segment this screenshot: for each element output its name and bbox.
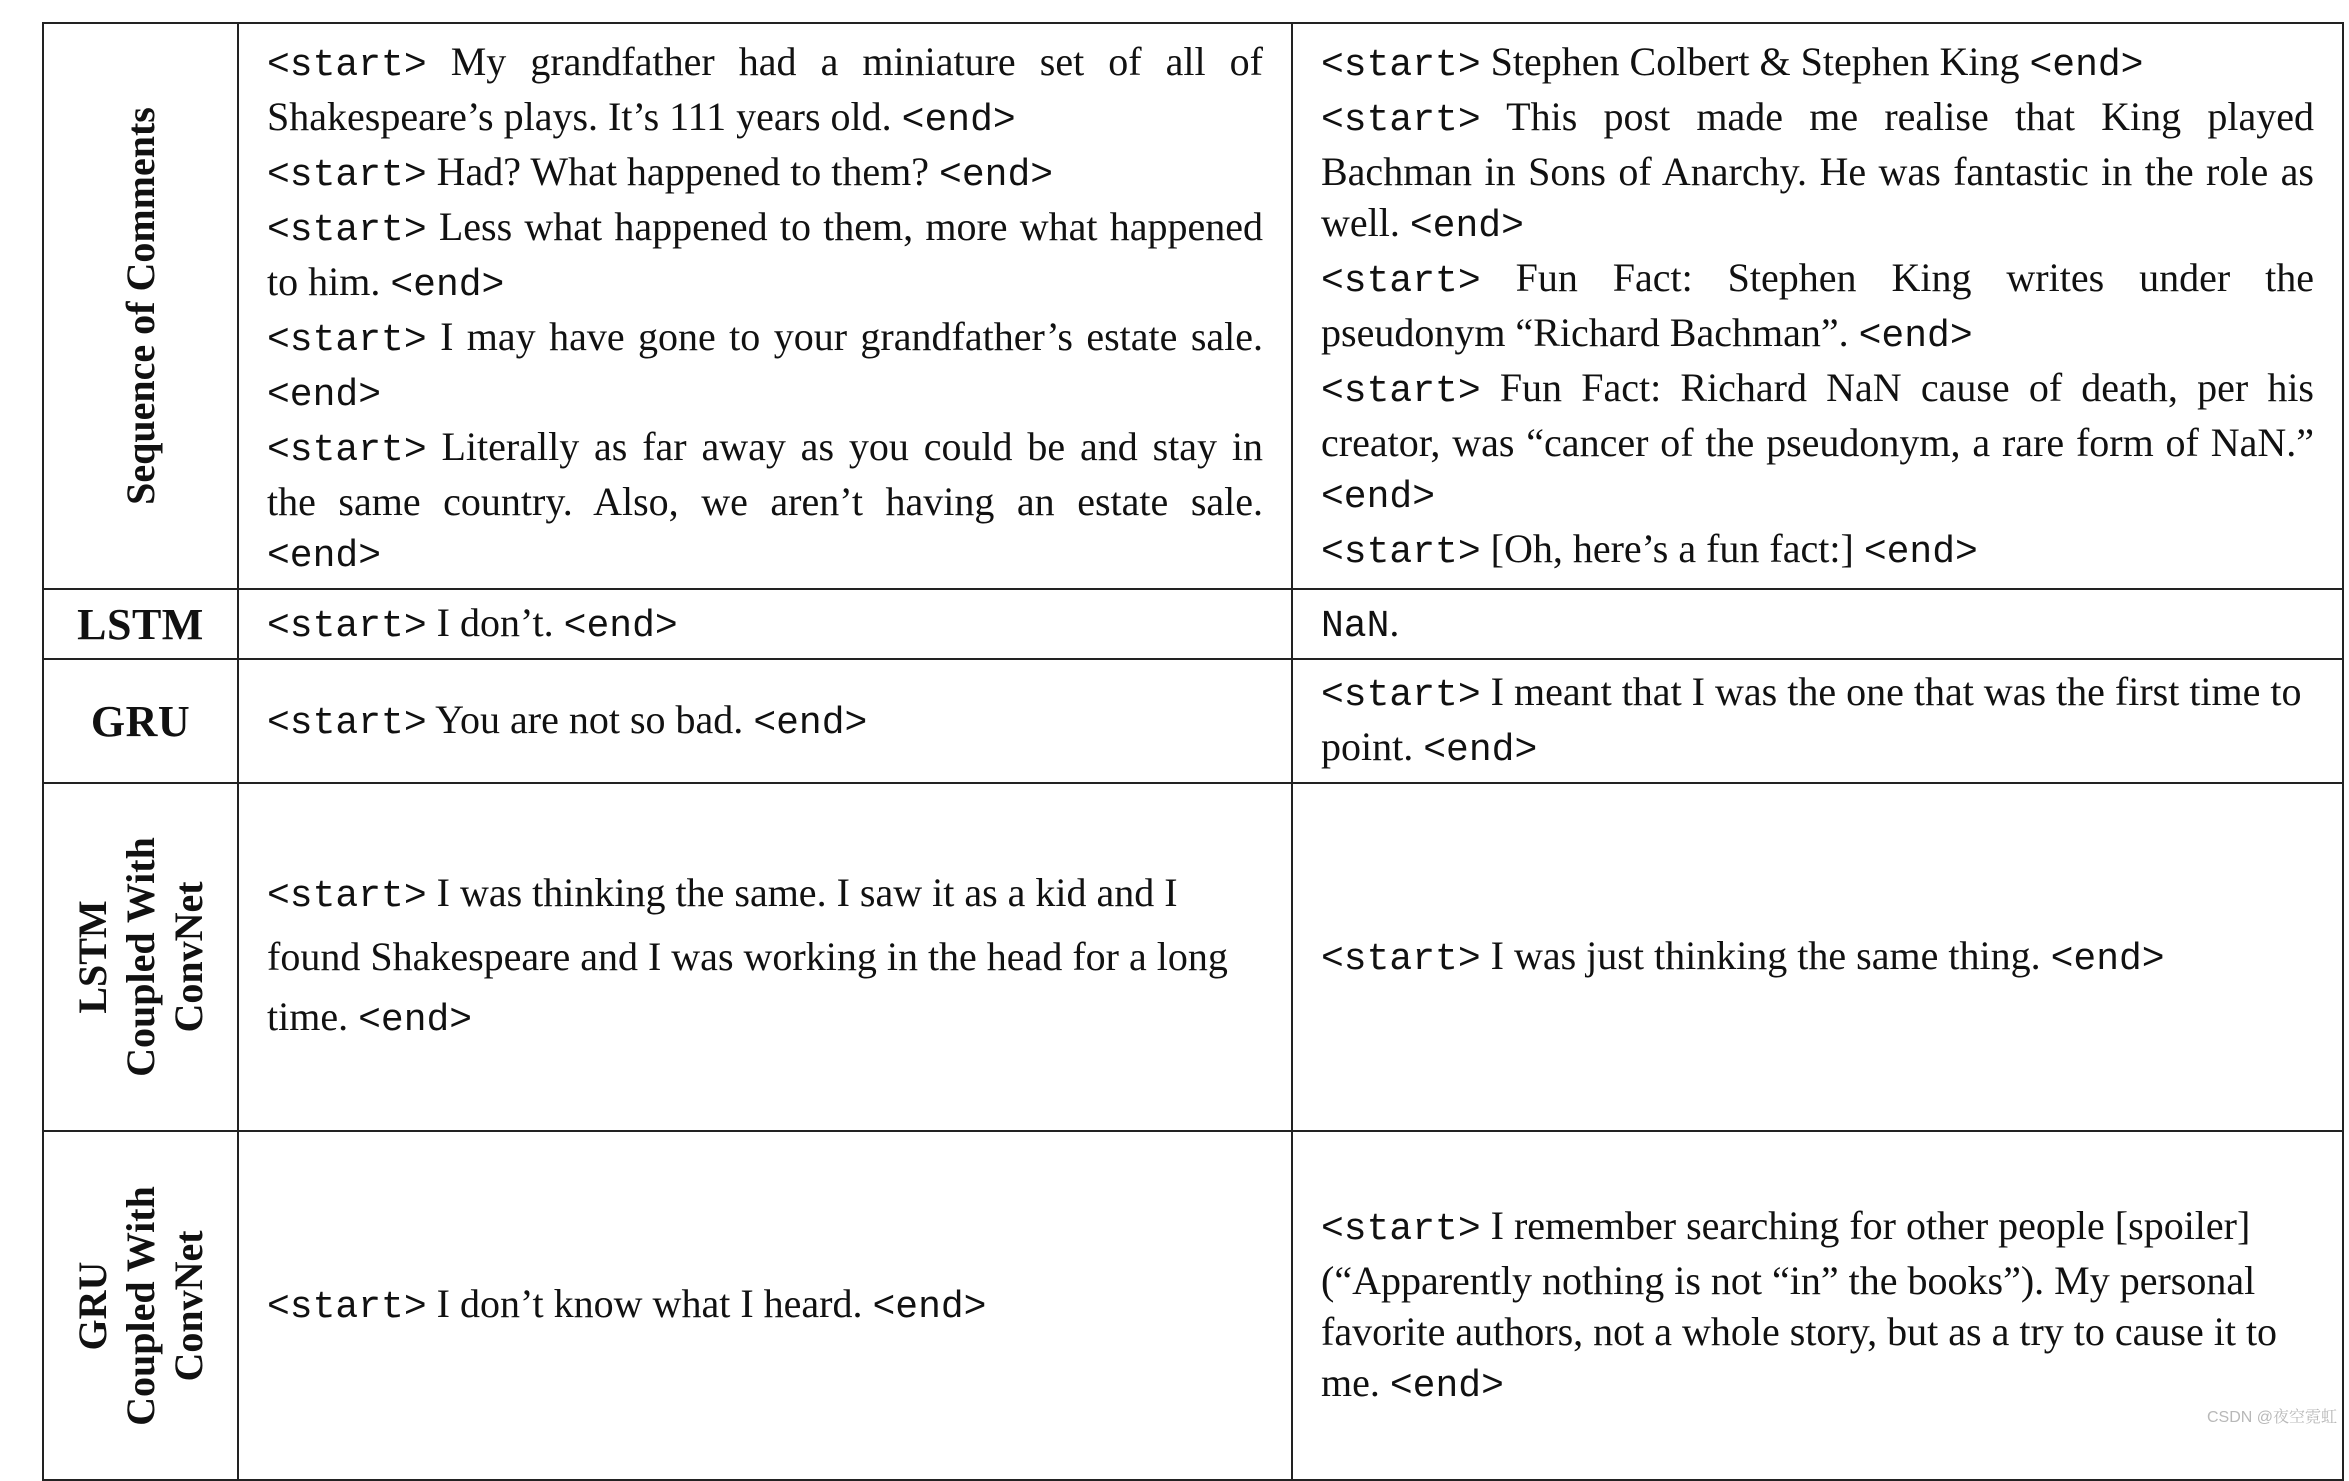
comment-line: <start> Fun Fact: Richard NaN cause of death, per his creator, was “cancer of the pseudonym, a rare form of NaN.” <end> <box>1321 365 2315 519</box>
row-sequence-of-comments <box>43 23 2343 589</box>
gru-right-cell: <start> I meant that I was the one that was the first time to point. <end> <box>1292 659 2343 783</box>
gru-left-cell: <start> You are not so bad. <end> <box>238 659 1292 783</box>
row-header-label: LSTM Coupled With ConvNet <box>69 837 211 1077</box>
row-lstm-convnet <box>43 783 2343 1131</box>
comment-line: <start> This post made me realise that King played Bachman in Sons of Anarchy. He was fantastic in the role as well. <end> <box>1321 94 2314 248</box>
row-header-gru <box>43 659 238 783</box>
row-gru-convnet <box>43 1131 2343 1480</box>
gru-convnet-left-cell: <start> I don’t know what I heard. <end> <box>238 1131 1292 1480</box>
results-table <box>42 22 2344 1481</box>
comment-line: <start> Literally as far away as you could be and stay in the same country. Also, we aren’t having an estate sale. <end> <box>267 424 1263 578</box>
row-gru <box>43 659 2343 783</box>
comment-line: <start> [Oh, here’s a fun fact:] <end> <box>1321 526 1978 574</box>
comment-line: <start> Fun Fact: Stephen King writes under the pseudonym “Richard Bachman”. <end> <box>1321 255 2314 358</box>
comment-line: <start> My grandfather had a miniature set of all of Shakespeare’s plays. It’s 111 years old. <end> <box>267 39 1264 142</box>
row-lstm <box>43 589 2343 659</box>
watermark: CSDN @夜空霓虹 <box>2206 1409 2337 1426</box>
row-header-lstm <box>43 589 238 659</box>
row-header-label: GRU <box>90 696 191 746</box>
lstm-left-cell: <start> I don’t. <end> <box>238 589 1292 659</box>
comment-line: <start> Stephen Colbert & Stephen King <end> <box>1321 39 2144 87</box>
row-header-gru-convnet <box>43 1131 238 1480</box>
row-header-label: GRU Coupled With ConvNet <box>69 1185 211 1426</box>
row-header-lstm-convnet <box>43 783 238 1131</box>
row-header-sequence <box>43 23 238 589</box>
comment-line: <start> Less what happened to them, more what happened to him. <end> <box>267 204 1263 307</box>
row-header-label: Sequence of Comments <box>117 107 163 505</box>
gru-convnet-right-cell: <start> I remember searching for other people [spoiler] (“Apparently nothing is not “in” the books”). My personal favorite authors, not a whole story, but as a try to cause it to me. <end> <box>1292 1131 2343 1480</box>
row-header-label: LSTM <box>77 599 204 649</box>
lstm-convnet-right-cell: <start> I was just thinking the same thing. <end> <box>1292 783 2343 1131</box>
lstm-convnet-left-cell: <start> I was thinking the same. I saw it as a kid and I found Shakespeare and I was working in the head for a long time. <end> <box>238 783 1292 1131</box>
comment-line: <start> I may have gone to your grandfather’s estate sale. <end> <box>267 314 1264 417</box>
comment-line: <start> Had? What happened to them? <end> <box>267 149 1054 197</box>
sequence-right-cell <box>1292 23 2343 589</box>
sequence-left-cell <box>238 23 1292 589</box>
lstm-right-cell: NaN. <box>1292 589 2343 659</box>
